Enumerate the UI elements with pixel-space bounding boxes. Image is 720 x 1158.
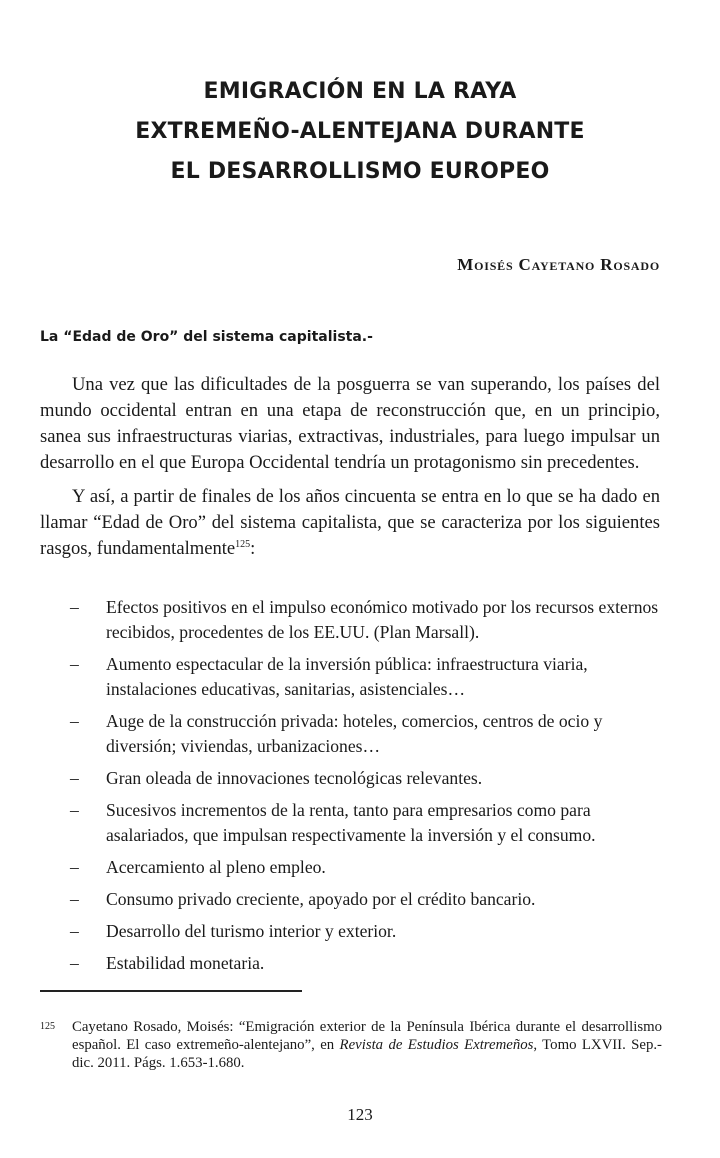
dash-bullet: –: [70, 857, 79, 877]
list-item-text: Aumento espectacular de la inversión pública: infraestructura viaria, instalaciones educativas, sanitarias, asistenciales…: [106, 654, 588, 699]
dash-bullet: –: [70, 953, 79, 973]
list-item-text: Consumo privado creciente, apoyado por el crédito bancario.: [106, 889, 536, 909]
footnote: [40, 1018, 662, 1072]
list-item-text: Sucesivos incrementos de la renta, tanto para empresarios como para asalariados, que impulsan respectivamente la inversión y el consumo.: [106, 800, 596, 845]
list-item-text: Desarrollo del turismo interior y exterior.: [106, 921, 397, 941]
footnote-text: [72, 1018, 662, 1072]
dash-bullet: –: [70, 921, 79, 941]
chapter-title-line-2: EXTREMEÑO-ALENTEJANA DURANTE: [135, 119, 585, 144]
list-item: [40, 855, 662, 880]
footnote-text-b: , Tomo LXVII. Sep.-dic. 2011. Págs. 1.653-1.680.: [72, 1037, 662, 1071]
author-name: Moisés Cayetano Rosado: [457, 255, 660, 274]
footnote-reference[interactable]: 125: [235, 539, 251, 550]
paragraph: Una vez que las dificultades de la posguerra se van superando, los países del mundo occidental entran en una etapa de reconstrucción que, en un principio, sanea sus infraestructuras viarias, extractivas, industriales, para luego impulsar un desarrollo en el que Europa Occidental tendría un protagonismo sin precedentes.: [40, 374, 660, 473]
footnote-number: 125: [40, 1021, 55, 1032]
chapter-title-line-1: EMIGRACIÓN EN LA RAYA: [203, 79, 517, 104]
list-item-text: Efectos positivos en el impulso económico motivado por los recursos externos recibidos, procedentes de los EE.UU. (Plan Marsall).: [106, 597, 659, 642]
section-heading: La “Edad de Oro” del sistema capitalista.-: [40, 329, 373, 345]
dash-bullet: –: [70, 654, 79, 674]
features-list: [40, 595, 662, 983]
footnote-text-a: Cayetano Rosado, Moisés: “Emigración exterior de la Península Ibérica durante el desarrollismo español. El caso extremeño-alentejano”, en: [72, 1019, 662, 1053]
paragraph-text: Y así, a partir de finales de los años cincuenta se entra en lo que se ha dado en llamar “Edad de Oro” del sistema capitalista, que se caracteriza por los siguientes rasgos, fundamentalmente: [40, 486, 660, 559]
footnote-divider: [40, 990, 302, 992]
dash-bullet: –: [70, 768, 79, 788]
list-item-text: Estabilidad monetaria.: [106, 953, 265, 973]
list-item: [40, 887, 662, 912]
list-item: [40, 951, 662, 976]
footnote-journal-title: Revista de Estudios Extremeños: [339, 1037, 534, 1053]
paragraph-end: :: [250, 538, 256, 559]
list-item: [40, 766, 662, 791]
list-item: [40, 595, 662, 645]
dash-bullet: –: [70, 889, 79, 909]
list-item-text: Acercamiento al pleno empleo.: [106, 857, 326, 877]
list-item: [40, 652, 662, 702]
chapter-title: [60, 72, 660, 192]
page-number: 123: [347, 1105, 373, 1124]
chapter-title-line-3: EL DESARROLLISMO EUROPEO: [170, 159, 550, 184]
list-item-text: Gran oleada de innovaciones tecnológicas relevantes.: [106, 768, 483, 788]
body-text: [40, 372, 660, 562]
dash-bullet: –: [70, 800, 79, 820]
list-item-text: Auge de la construcción privada: hoteles, comercios, centros de ocio y diversión; viviendas, urbanizaciones…: [106, 711, 603, 756]
paragraph: [40, 484, 660, 562]
dash-bullet: –: [70, 597, 79, 617]
dash-bullet: –: [70, 711, 79, 731]
list-item: [40, 919, 662, 944]
list-item: [40, 798, 662, 848]
list-item: [40, 709, 662, 759]
